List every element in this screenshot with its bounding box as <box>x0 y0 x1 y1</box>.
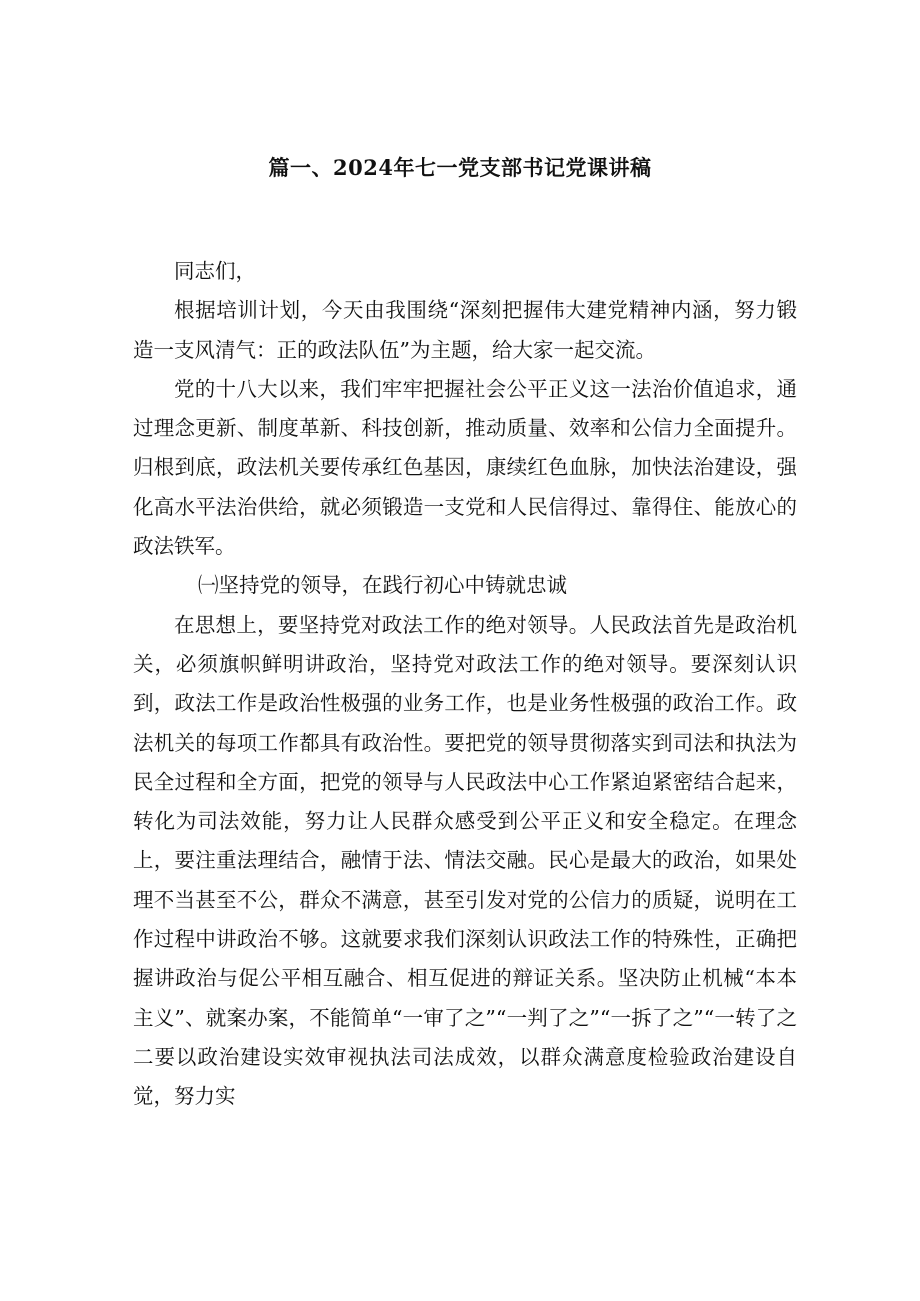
document-title: 篇一、2024年七一党支部书记党课讲稿 <box>268 155 652 180</box>
salutation: 同志们， <box>174 259 256 283</box>
paragraph-background: 党的十八大以来，我们牢牢把握社会公平正义这一法治价值追求，通过理念更新、制度革新、科技创新，推动质量、效率和公信力全面提升。归根到底，政法机关要传承红色基因，康续红色血脉，加快法治建设，强化高水平法治供给，就必须锻造一支党和人民信得过、靠得住、能放心的政法铁军。 <box>133 376 797 559</box>
paragraph-section-body: 在思想上，要坚持党对政法工作的绝对领导。人民政法首先是政治机关，必须旗帜鲜明讲政治，坚持党对政法工作的绝对领导。要深刻认识到，政法工作是政治性极强的业务工作，也是业务性极强的政治工作。政法机关的每项工作都具有政治性。要把党的领导贯彻落实到司法和执法为民全过程和全方面，把党的领导与人民政法中心工作紧迫紧密结合起来，转化为司法效能，努力让人民群众感受到公平正义和安全稳定。在理念上，要注重法理结合，融情于法、情法交融。民心是最大的政治，如果处理不当甚至不公，群众不满意，甚至引发对党的公信力的质疑，说明在工作过程中讲政治不够。这就要求我们深刻认识政法工作的特殊性，正确把握讲政治与促公平相互融合、相互促进的辩证关系。坚决防止机械“本本主义”、就案办案，不能简单“一审了之”“一判了之”“一拆了之”“一转了之二要以政治建设实效审视执法司法成效，以群众满意度检验政治建设自觉，努力实 <box>133 612 797 1109</box>
section-heading: ㈠坚持党的领导，在践行初心中铸就忠诚 <box>198 573 567 598</box>
document-body <box>133 252 797 1117</box>
paragraph-intro: 根据培训计划，今天由我围绕“深刻把握伟大建党精神内涵，努力锻造一支风清气：正的政法队伍”为主题，给大家一起交流。 <box>133 298 797 362</box>
